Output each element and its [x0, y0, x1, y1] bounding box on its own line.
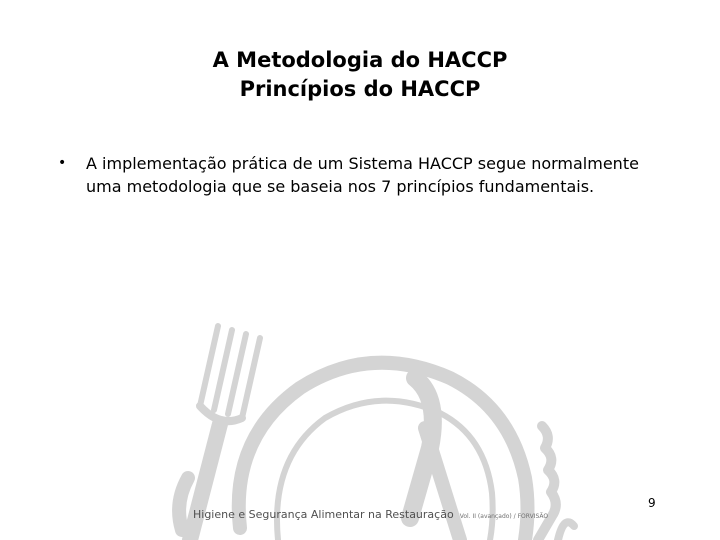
footer [193, 508, 548, 521]
title-line-2: Princípios do HACCP [239, 77, 481, 101]
page-number: 9 [648, 496, 656, 510]
bullet-text: A implementação prática de um Sistema HACCP segue normalmente uma metodologia que se baseia nos 7 princípios fundamentais. [86, 154, 639, 196]
slide-title [0, 46, 720, 104]
title-line-1: A Metodologia do HACCP [212, 48, 508, 72]
bullet-list [58, 152, 658, 198]
footer-subtitle: Vol. II (avançado) / FORVISÃO [459, 513, 549, 520]
fork-knife-plate-watermark-icon [160, 318, 580, 540]
bullet-icon: • [58, 155, 67, 171]
list-item [58, 152, 658, 198]
footer-title: Higiene e Segurança Alimentar na Restauração [193, 508, 454, 521]
